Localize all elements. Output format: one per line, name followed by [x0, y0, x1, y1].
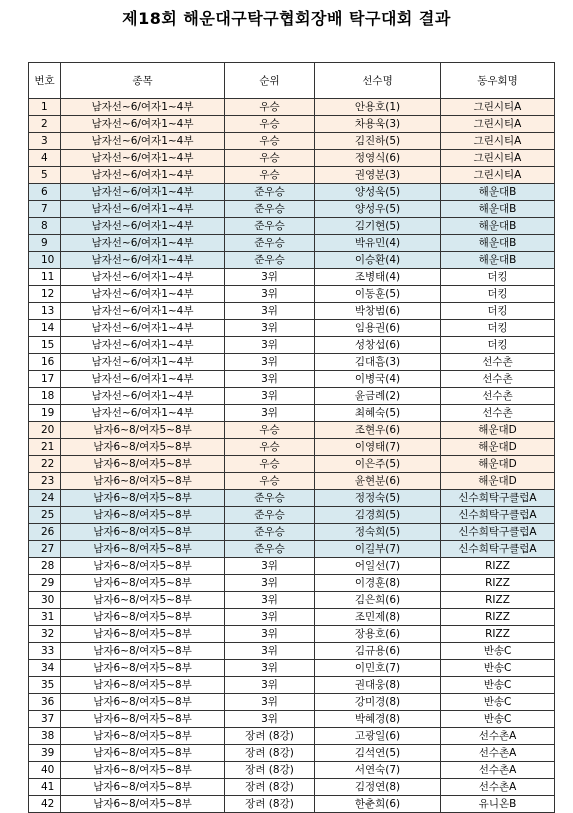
cell-player: 조병태(4): [315, 269, 441, 286]
table-header: [29, 63, 555, 99]
table-row: [29, 388, 555, 405]
cell-club: 그린시티A: [441, 167, 555, 184]
cell-rank: 준우승: [225, 252, 315, 269]
results-table: [28, 62, 555, 813]
cell-event: 남자선~6/여자1~4부: [61, 337, 225, 354]
cell-player: 박혜경(8): [315, 711, 441, 728]
table-row: [29, 745, 555, 762]
cell-player: 김규용(6): [315, 643, 441, 660]
cell-event: 남자6~8/여자5~8부: [61, 439, 225, 456]
cell-club: 그린시티A: [441, 99, 555, 116]
cell-club: 더킹: [441, 286, 555, 303]
table-row: [29, 490, 555, 507]
cell-rank: 3위: [225, 660, 315, 677]
cell-number: 10: [29, 252, 61, 269]
table-row: [29, 711, 555, 728]
cell-club: 신수희탁구클럽A: [441, 524, 555, 541]
table-row: [29, 269, 555, 286]
cell-club: 해운대B: [441, 201, 555, 218]
cell-club: RIZZ: [441, 592, 555, 609]
cell-number: 1: [29, 99, 61, 116]
table-row: [29, 235, 555, 252]
table-row: [29, 541, 555, 558]
cell-number: 11: [29, 269, 61, 286]
cell-player: 성창섭(6): [315, 337, 441, 354]
cell-player: 양성우(5): [315, 201, 441, 218]
cell-event: 남자6~8/여자5~8부: [61, 558, 225, 575]
cell-rank: 장려 (8강): [225, 779, 315, 796]
cell-rank: 우승: [225, 422, 315, 439]
table-row: [29, 677, 555, 694]
cell-number: 9: [29, 235, 61, 252]
cell-club: 선수촌A: [441, 728, 555, 745]
cell-number: 15: [29, 337, 61, 354]
cell-player: 이경훈(8): [315, 575, 441, 592]
table-row: [29, 456, 555, 473]
cell-number: 33: [29, 643, 61, 660]
cell-event: 남자선~6/여자1~4부: [61, 354, 225, 371]
cell-player: 윤금례(2): [315, 388, 441, 405]
header-event: 종목: [61, 63, 225, 99]
table-row: [29, 405, 555, 422]
cell-event: 남자6~8/여자5~8부: [61, 643, 225, 660]
cell-number: 6: [29, 184, 61, 201]
cell-club: 반송C: [441, 711, 555, 728]
cell-event: 남자6~8/여자5~8부: [61, 728, 225, 745]
cell-rank: 우승: [225, 456, 315, 473]
cell-number: 5: [29, 167, 61, 184]
cell-event: 남자선~6/여자1~4부: [61, 286, 225, 303]
cell-number: 16: [29, 354, 61, 371]
cell-player: 정영식(6): [315, 150, 441, 167]
table-row: [29, 150, 555, 167]
cell-club: 더킹: [441, 303, 555, 320]
cell-number: 8: [29, 218, 61, 235]
cell-player: 이병국(4): [315, 371, 441, 388]
cell-event: 남자선~6/여자1~4부: [61, 150, 225, 167]
table-row: [29, 473, 555, 490]
cell-player: 임용권(6): [315, 320, 441, 337]
table-row: [29, 354, 555, 371]
cell-event: 남자6~8/여자5~8부: [61, 677, 225, 694]
cell-event: 남자선~6/여자1~4부: [61, 303, 225, 320]
cell-club: 그린시티A: [441, 150, 555, 167]
table-row: [29, 167, 555, 184]
cell-number: 39: [29, 745, 61, 762]
cell-event: 남자6~8/여자5~8부: [61, 626, 225, 643]
cell-event: 남자선~6/여자1~4부: [61, 235, 225, 252]
table-row: [29, 507, 555, 524]
cell-event: 남자6~8/여자5~8부: [61, 762, 225, 779]
cell-player: 조현우(6): [315, 422, 441, 439]
cell-club: 선수촌A: [441, 745, 555, 762]
cell-club: 해운대D: [441, 473, 555, 490]
cell-number: 3: [29, 133, 61, 150]
cell-number: 22: [29, 456, 61, 473]
cell-club: 해운대D: [441, 456, 555, 473]
cell-rank: 우승: [225, 473, 315, 490]
cell-number: 41: [29, 779, 61, 796]
cell-rank: 3위: [225, 643, 315, 660]
table-row: [29, 371, 555, 388]
cell-rank: 우승: [225, 167, 315, 184]
cell-event: 남자선~6/여자1~4부: [61, 320, 225, 337]
cell-rank: 우승: [225, 99, 315, 116]
table-row: [29, 99, 555, 116]
table-row: [29, 337, 555, 354]
cell-club: 해운대B: [441, 252, 555, 269]
cell-rank: 3위: [225, 592, 315, 609]
cell-number: 17: [29, 371, 61, 388]
cell-player: 김기현(5): [315, 218, 441, 235]
cell-rank: 3위: [225, 354, 315, 371]
cell-player: 정숙희(5): [315, 524, 441, 541]
cell-player: 조민제(8): [315, 609, 441, 626]
cell-event: 남자선~6/여자1~4부: [61, 269, 225, 286]
cell-club: 해운대B: [441, 235, 555, 252]
cell-number: 36: [29, 694, 61, 711]
cell-event: 남자선~6/여자1~4부: [61, 184, 225, 201]
cell-rank: 3위: [225, 405, 315, 422]
cell-rank: 3위: [225, 303, 315, 320]
cell-number: 28: [29, 558, 61, 575]
table-row: [29, 184, 555, 201]
cell-rank: 3위: [225, 286, 315, 303]
cell-number: 20: [29, 422, 61, 439]
cell-number: 21: [29, 439, 61, 456]
table-row: [29, 422, 555, 439]
cell-event: 남자6~8/여자5~8부: [61, 711, 225, 728]
cell-player: 김진하(5): [315, 133, 441, 150]
cell-rank: 3위: [225, 575, 315, 592]
cell-club: 유니온B: [441, 796, 555, 813]
cell-player: 강미경(8): [315, 694, 441, 711]
cell-player: 이길부(7): [315, 541, 441, 558]
cell-number: 26: [29, 524, 61, 541]
cell-club: RIZZ: [441, 609, 555, 626]
cell-rank: 3위: [225, 609, 315, 626]
cell-player: 김대흠(3): [315, 354, 441, 371]
cell-number: 25: [29, 507, 61, 524]
cell-event: 남자6~8/여자5~8부: [61, 541, 225, 558]
cell-event: 남자선~6/여자1~4부: [61, 252, 225, 269]
cell-rank: 3위: [225, 694, 315, 711]
cell-rank: 준우승: [225, 201, 315, 218]
cell-player: 박유민(4): [315, 235, 441, 252]
cell-number: 35: [29, 677, 61, 694]
cell-player: 최혜숙(5): [315, 405, 441, 422]
table-row: [29, 728, 555, 745]
cell-event: 남자6~8/여자5~8부: [61, 796, 225, 813]
cell-rank: 준우승: [225, 218, 315, 235]
cell-club: 반송C: [441, 694, 555, 711]
cell-club: 선수촌: [441, 371, 555, 388]
cell-rank: 3위: [225, 558, 315, 575]
cell-player: 이민호(7): [315, 660, 441, 677]
table-row: [29, 643, 555, 660]
cell-club: 더킹: [441, 320, 555, 337]
cell-player: 권대웅(8): [315, 677, 441, 694]
table-row: [29, 626, 555, 643]
cell-event: 남자6~8/여자5~8부: [61, 745, 225, 762]
cell-number: 23: [29, 473, 61, 490]
cell-club: 해운대B: [441, 184, 555, 201]
cell-rank: 장려 (8강): [225, 745, 315, 762]
cell-event: 남자6~8/여자5~8부: [61, 473, 225, 490]
cell-event: 남자선~6/여자1~4부: [61, 388, 225, 405]
cell-rank: 준우승: [225, 490, 315, 507]
cell-player: 정정숙(5): [315, 490, 441, 507]
cell-event: 남자선~6/여자1~4부: [61, 405, 225, 422]
table-row: [29, 796, 555, 813]
cell-club: 해운대D: [441, 422, 555, 439]
cell-number: 7: [29, 201, 61, 218]
table-row: [29, 524, 555, 541]
cell-rank: 준우승: [225, 524, 315, 541]
cell-player: 박창범(6): [315, 303, 441, 320]
table-row: [29, 439, 555, 456]
cell-event: 남자6~8/여자5~8부: [61, 609, 225, 626]
cell-rank: 준우승: [225, 507, 315, 524]
cell-player: 이은주(5): [315, 456, 441, 473]
cell-number: 24: [29, 490, 61, 507]
cell-club: 선수촌A: [441, 779, 555, 796]
cell-event: 남자선~6/여자1~4부: [61, 218, 225, 235]
table-row: [29, 558, 555, 575]
cell-number: 12: [29, 286, 61, 303]
cell-player: 김석연(5): [315, 745, 441, 762]
cell-club: 반송C: [441, 677, 555, 694]
header-player: 선수명: [315, 63, 441, 99]
cell-number: 4: [29, 150, 61, 167]
cell-event: 남자선~6/여자1~4부: [61, 371, 225, 388]
table-row: [29, 320, 555, 337]
table-row: [29, 133, 555, 150]
cell-club: 해운대D: [441, 439, 555, 456]
table-row: [29, 116, 555, 133]
cell-event: 남자6~8/여자5~8부: [61, 660, 225, 677]
header-rank: 순위: [225, 63, 315, 99]
cell-rank: 우승: [225, 133, 315, 150]
cell-player: 차용욱(3): [315, 116, 441, 133]
header-club: 동우회명: [441, 63, 555, 99]
cell-rank: 장려 (8강): [225, 728, 315, 745]
cell-number: 30: [29, 592, 61, 609]
table-body: [29, 99, 555, 813]
cell-club: 선수촌A: [441, 762, 555, 779]
cell-club: RIZZ: [441, 626, 555, 643]
cell-player: 고광일(6): [315, 728, 441, 745]
table-row: [29, 575, 555, 592]
cell-event: 남자6~8/여자5~8부: [61, 524, 225, 541]
table-row: [29, 779, 555, 796]
cell-player: 김정연(8): [315, 779, 441, 796]
cell-rank: 우승: [225, 116, 315, 133]
cell-event: 남자6~8/여자5~8부: [61, 456, 225, 473]
cell-event: 남자선~6/여자1~4부: [61, 99, 225, 116]
cell-player: 김경희(5): [315, 507, 441, 524]
cell-rank: 3위: [225, 371, 315, 388]
cell-number: 2: [29, 116, 61, 133]
cell-player: 어일선(7): [315, 558, 441, 575]
table-row: [29, 201, 555, 218]
cell-player: 이동훈(5): [315, 286, 441, 303]
page-title: 제18회 해운대구탁구협회장배 탁구대회 결과: [122, 9, 451, 28]
table-row: [29, 252, 555, 269]
cell-rank: 장려 (8강): [225, 762, 315, 779]
cell-rank: 3위: [225, 337, 315, 354]
cell-club: 신수희탁구클럽A: [441, 490, 555, 507]
cell-club: 선수촌: [441, 354, 555, 371]
cell-number: 14: [29, 320, 61, 337]
cell-club: 신수희탁구클럽A: [441, 541, 555, 558]
cell-event: 남자6~8/여자5~8부: [61, 422, 225, 439]
cell-number: 40: [29, 762, 61, 779]
header-number: 번호: [29, 63, 61, 99]
cell-number: 13: [29, 303, 61, 320]
cell-number: 32: [29, 626, 61, 643]
cell-rank: 3위: [225, 626, 315, 643]
cell-club: 선수촌: [441, 405, 555, 422]
cell-number: 29: [29, 575, 61, 592]
cell-event: 남자6~8/여자5~8부: [61, 575, 225, 592]
table-row: [29, 218, 555, 235]
cell-player: 이승환(4): [315, 252, 441, 269]
cell-rank: 3위: [225, 677, 315, 694]
cell-event: 남자6~8/여자5~8부: [61, 779, 225, 796]
cell-player: 윤현분(6): [315, 473, 441, 490]
cell-rank: 우승: [225, 439, 315, 456]
cell-player: 안용호(1): [315, 99, 441, 116]
cell-club: RIZZ: [441, 558, 555, 575]
cell-club: 반송C: [441, 660, 555, 677]
cell-club: 선수촌: [441, 388, 555, 405]
cell-event: 남자6~8/여자5~8부: [61, 507, 225, 524]
cell-rank: 3위: [225, 269, 315, 286]
cell-player: 김은희(6): [315, 592, 441, 609]
cell-rank: 우승: [225, 150, 315, 167]
cell-rank: 준우승: [225, 541, 315, 558]
cell-event: 남자6~8/여자5~8부: [61, 490, 225, 507]
cell-number: 38: [29, 728, 61, 745]
cell-player: 장용호(6): [315, 626, 441, 643]
cell-number: 42: [29, 796, 61, 813]
cell-club: RIZZ: [441, 575, 555, 592]
cell-club: 더킹: [441, 337, 555, 354]
table-row: [29, 303, 555, 320]
cell-number: 31: [29, 609, 61, 626]
cell-number: 19: [29, 405, 61, 422]
cell-club: 반송C: [441, 643, 555, 660]
cell-player: 양성욱(5): [315, 184, 441, 201]
cell-number: 37: [29, 711, 61, 728]
cell-rank: 준우승: [225, 184, 315, 201]
cell-rank: 3위: [225, 388, 315, 405]
cell-club: 그린시티A: [441, 133, 555, 150]
cell-player: 한춘희(6): [315, 796, 441, 813]
cell-rank: 준우승: [225, 235, 315, 252]
cell-event: 남자선~6/여자1~4부: [61, 133, 225, 150]
cell-event: 남자6~8/여자5~8부: [61, 694, 225, 711]
cell-number: 18: [29, 388, 61, 405]
cell-player: 이영태(7): [315, 439, 441, 456]
cell-event: 남자6~8/여자5~8부: [61, 592, 225, 609]
cell-player: 서연숙(7): [315, 762, 441, 779]
table-row: [29, 609, 555, 626]
cell-club: 그린시티A: [441, 116, 555, 133]
cell-player: 권영분(3): [315, 167, 441, 184]
table-row: [29, 660, 555, 677]
cell-event: 남자선~6/여자1~4부: [61, 167, 225, 184]
cell-event: 남자선~6/여자1~4부: [61, 201, 225, 218]
cell-rank: 3위: [225, 320, 315, 337]
table-row: [29, 694, 555, 711]
cell-number: 27: [29, 541, 61, 558]
cell-club: 더킹: [441, 269, 555, 286]
table-row: [29, 286, 555, 303]
cell-rank: 장려 (8강): [225, 796, 315, 813]
table-row: [29, 592, 555, 609]
cell-club: 신수희탁구클럽A: [441, 507, 555, 524]
cell-event: 남자선~6/여자1~4부: [61, 116, 225, 133]
cell-rank: 3위: [225, 711, 315, 728]
cell-number: 34: [29, 660, 61, 677]
cell-club: 해운대B: [441, 218, 555, 235]
table-row: [29, 762, 555, 779]
